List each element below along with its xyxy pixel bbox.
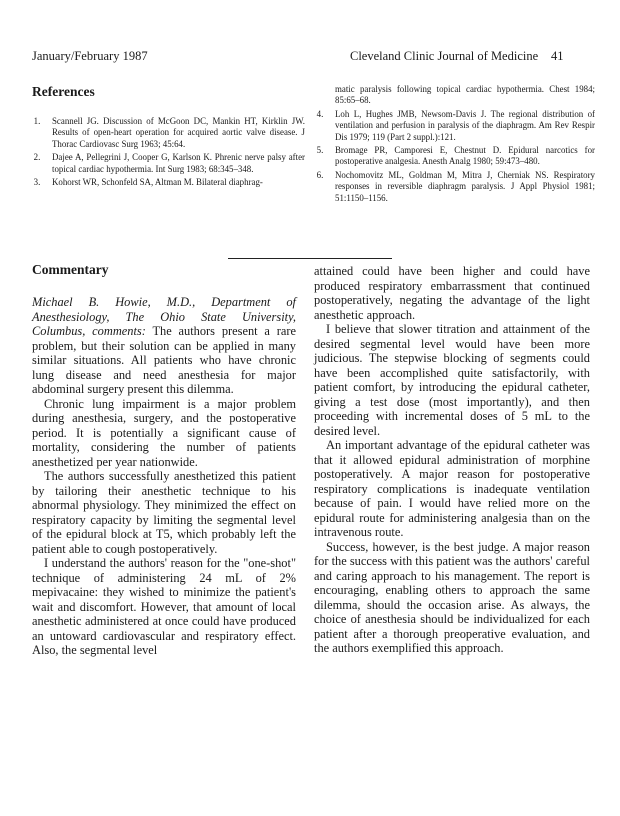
reference-text: Loh L, Hughes JMB, Newsom-Davis J. The regional distribution of ventilation and perfusion in paralysis of the diaphragm. Am Rev Respir Dis 1979; 119 (Part 2 suppl.):121. (335, 108, 595, 142)
references-left-column (22, 116, 305, 190)
reference-number: 6. (316, 169, 324, 180)
reference-item (22, 177, 305, 188)
reference-number: 2. (33, 152, 41, 163)
commentary-right-column (314, 264, 590, 656)
reference-text: Kohorst WR, Schonfeld SA, Altman M. Bilateral diaphrag- (52, 177, 263, 188)
reference-number: 1. (33, 116, 41, 126)
reference-item (22, 116, 305, 150)
commentary-byline: Michael B. Howie, M.D., Department of Anesthesiology, The Ohio State University, Columbus, comments: (32, 295, 296, 338)
section-divider (228, 258, 392, 259)
references-heading: References (32, 84, 95, 99)
commentary-heading: Commentary (32, 262, 109, 277)
reference-text: Nochomovitz ML, Goldman M, Mitra J, Cherniak NS. Respiratory responses in reversible diaphragm paralysis. J Appl Physiol 1981; 51:1150–1156. (335, 169, 595, 203)
reference-text: Bromage PR, Camporesi E, Chestnut D. Epidural narcotics for postoperative analgesia. Anesth Analg 1980; 59:473–480. (335, 145, 595, 167)
reference-item (305, 145, 595, 168)
commentary-paragraph: Success, however, is the best judge. A major reason for the success with this patient was the authors' careful and caring approach to his management. The report is encouraging, enabling others to approach the same dilemma, should the occasion arise. As always, the choice of anesthesia should be individualized for each patient after a thorough preoperative evaluation, and the authors exemplified this approach. (314, 539, 590, 655)
running-header-date: January/February 1987 (32, 49, 148, 63)
page-number: 41 (551, 49, 564, 63)
commentary-paragraph-text: The authors present a rare problem, but their solution can be applied in many similar situations. All patients who have chronic lung disease and need anesthesia for major abdominal surgery present this dilemma. (32, 324, 296, 396)
references-right-column (305, 84, 595, 206)
commentary-paragraph: I understand the authors' reason for the "one-shot" technique of administering 24 mL of 2% mepivacaine: they wished to minimize the patient's wait and discomfort. However, that amount of local anesthetic administered at once could have produced an untoward cardiovascular and respiratory effect. Also, the segmental level (32, 556, 296, 657)
reference-number: 4. (316, 108, 324, 119)
reference-text: matic paralysis following topical cardiac hypothermia. Chest 1984; 85:65–68. (335, 84, 595, 106)
reference-number: 5. (316, 145, 324, 156)
commentary-left-column (32, 295, 296, 658)
reference-text: Dajee A, Pellegrini J, Cooper G, Karlson K. Phrenic nerve palsy after topical cardiac hypothermia. Int Surg 1983; 68:345–348. (52, 152, 305, 174)
reference-number: 3. (33, 177, 41, 188)
commentary-paragraph: I believe that slower titration and attainment of the desired segmental level would have been more judicious. The stepwise blocking of segments could have been accomplished quite satisfactorily, with patient comfort, by introducing the epidural catheter, giving a test dose (most importantly), and then proceeding with incremental doses of 5 mL to the desired level. (314, 322, 590, 438)
commentary-paragraph: attained could have been higher and could have produced respiratory embarrassment that continued postoperatively, negating the advantage of the light anesthetic approach. (314, 264, 590, 322)
reference-item (305, 109, 595, 143)
reference-item (305, 170, 595, 204)
commentary-paragraph: The authors successfully anesthetized this patient by tailoring their anesthetic technique to his abnormal physiology. They minimized the effect on respiratory capacity by limiting the segmental level of the epidural block at T5, which probably left the patient able to cough postoperatively. (32, 469, 296, 556)
commentary-paragraph: Chronic lung impairment is a major problem during anesthesia, surgery, and the postoperative period. It is potentially a significant cause of mortality, considering the number of patients anesthetized per year nationwide. (32, 396, 296, 469)
reference-continuation (305, 84, 595, 107)
commentary-paragraph: An important advantage of the epidural catheter was that it allowed epidural administration of morphine postoperatively. A major reason for postoperative respiratory complications is inadequate ventilation because of pain. I would have relied more on the epidural route for administering analgesia than on the intravenous route. (314, 438, 590, 539)
commentary-paragraph (32, 295, 296, 397)
reference-text: Scannell JG. Discussion of McGoon DC, Mankin HT, Kirklin JW. Results of open-heart operation for acquired aortic valve disease. J Thorac Cardiovasc Surg 1963; 45:64. (52, 116, 305, 149)
reference-item (22, 152, 305, 175)
running-header-journal: Cleveland Clinic Journal of Medicine (350, 49, 539, 63)
